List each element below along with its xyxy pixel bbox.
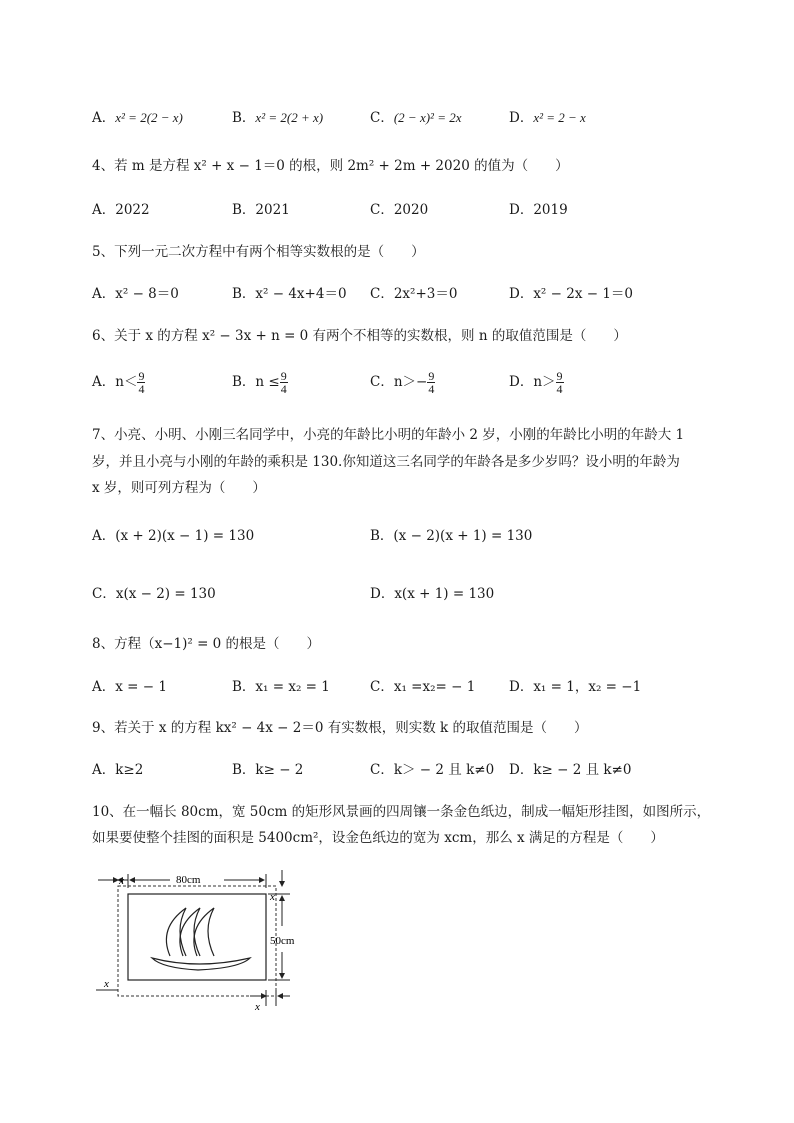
q8-option-c: C．x₁ =x₂= − 1	[370, 679, 476, 695]
q9-option-c: C．k＞ − 2 且 k≠0	[370, 762, 495, 778]
q7-option-d: D．x(x + 1) = 130	[370, 586, 495, 602]
q6-option-a: A．n＜ $\frac{9}{4}$	[92, 369, 145, 396]
width-label: 80cm	[176, 874, 201, 886]
q5-option-b: B．x² − 4x+4＝0	[232, 286, 347, 302]
q3-option-d: D．x² = 2 − x	[509, 110, 586, 126]
q5-stem: 5、下列一元二次方程中有两个相等实数根的是（ ）	[92, 244, 425, 260]
q3-option-b: B．x² = 2(2 + x)	[232, 110, 324, 126]
q4-option-d: D．2019	[509, 202, 568, 218]
q5-option-a: A．x² − 8＝0	[92, 286, 179, 302]
q4-stem: 4、若 m 是方程 x² + x − 1＝0 的根，则 2m² + 2m + 2020 的值为（ ）	[92, 158, 569, 174]
q9-stem: 9、若关于 x 的方程 kx² − 4x − 2＝0 有实数根，则实数 k 的取值范围是（ ）	[92, 720, 588, 736]
boat-drawing	[152, 908, 250, 970]
q6-stem: 6、关于 x 的方程 x² − 3x + n = 0 有两个不相等的实数根，则 n 的取值范围是（ ）	[92, 328, 627, 344]
q4-option-c: C．2020	[370, 202, 429, 218]
x-label-top: x	[119, 875, 124, 887]
q7-option-b: B．(x − 2)(x + 1) = 130	[370, 528, 533, 544]
q8-stem: 8、方程（x−1)² = 0 的根是（ ）	[92, 636, 321, 652]
x-label-left-bottom: x	[104, 978, 109, 990]
q7-option-a: A．(x + 2)(x − 1) = 130	[92, 528, 255, 544]
q6-option-b: B．n ≤ $\frac{9}{4}$	[232, 369, 287, 396]
q5-option-c: C．2x²+3＝0	[370, 286, 458, 302]
q9-option-b: B．k≥ − 2	[232, 762, 304, 778]
q8-option-b: B．x₁ = x₂ = 1	[232, 679, 330, 695]
q3-option-c: C．(2 − x)² = 2x	[370, 110, 462, 126]
q3-option-a: A．x² = 2(2 − x)	[92, 110, 183, 126]
q4-option-a: A．2022	[92, 202, 150, 218]
q7-option-c: C．x(x − 2) = 130	[92, 586, 216, 602]
q5-option-d: D．x² − 2x − 1＝0	[509, 286, 634, 302]
q6-option-c: C．n＞− $\frac{9}{4}$	[370, 369, 435, 396]
q7-stem-line3: x 岁，则可列方程为（ ）	[92, 480, 266, 496]
painting-rect	[128, 894, 266, 980]
q9-option-d: D．k≥ − 2 且 k≠0	[509, 762, 632, 778]
frame-figure	[90, 866, 310, 1014]
x-label-right-top: x	[270, 891, 275, 903]
q7-stem-line1: 7、小亮、小明、小刚三名同学中，小亮的年龄比小明的年龄小 2 岁，小刚的年龄比小明的年龄大 1	[92, 427, 685, 443]
q7-stem-line2: 岁，并且小亮与小刚的年龄的乘积是 130.你知道这三名同学的年龄各是多少岁吗？设小明的年龄为	[92, 454, 680, 470]
q4-option-b: B．2021	[232, 202, 290, 218]
q10-stem-line1: 10、在一幅长 80cm，宽 50cm 的矩形风景画的四周镶一条金色纸边，制成一幅矩形挂图，如图所示，	[92, 804, 711, 820]
q8-option-d: D．x₁ = 1，x₂ = −1	[509, 679, 642, 695]
q10-stem-line2: 如果要使整个挂图的面积是 5400cm²，设金色纸边的宽为 xcm，那么 x 满足的方程是（ ）	[92, 830, 664, 846]
x-label-right-bottom: x	[255, 1001, 260, 1013]
q8-option-a: A．x = − 1	[92, 679, 167, 695]
q6-option-d: D．n＞ $\frac{9}{4}$	[509, 369, 563, 396]
height-label: 50cm	[270, 935, 295, 947]
q9-option-a: A．k≥2	[92, 762, 144, 778]
